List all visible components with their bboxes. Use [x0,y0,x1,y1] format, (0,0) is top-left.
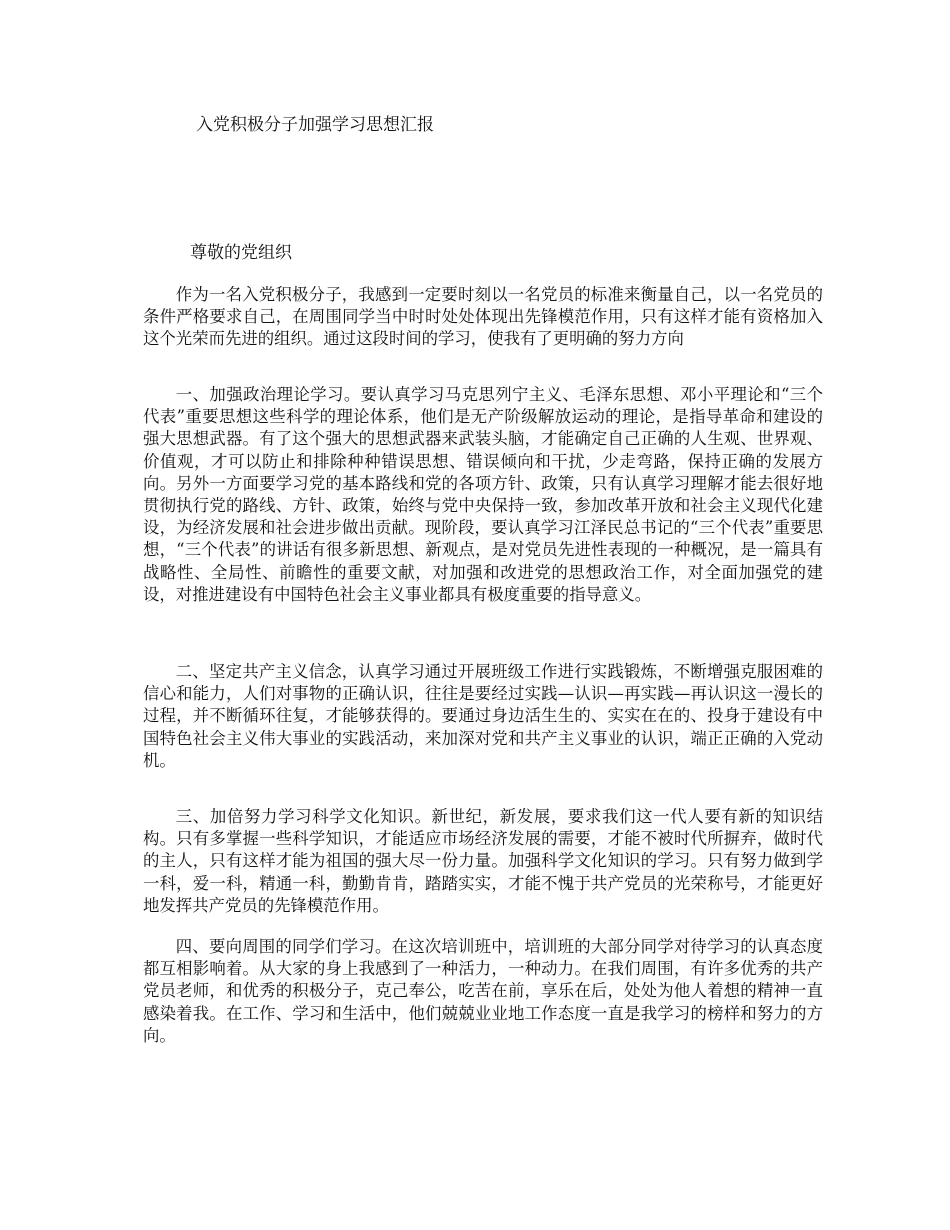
paragraph-learn-from-classmates: 四、要向周围的同学们学习。在这次培训班中，培训班的大部分同学对待学习的认真态度都互相影响着。从大家的身上我感到了一种活力，一种动力。在我们周围，有许多优秀的共产党员老师，和优秀的积极分子，克己奉公，吃苦在前，享乐在后，处处为他人着想的精神一直感染着我。在工作、学习和生活中，他们兢兢业业地工作态度一直是我学习的榜样和努力的方向。 [143,937,823,1045]
paragraph-communist-belief: 二、坚定共产主义信念，认真学习通过开展班级工作进行实践锻炼，不断增强克服困难的信心和能力，人们对事物的正确认识，往往是要经过实践—认识—再实践—再认识这一漫长的过程，并不断循环往复，才能够获得的。要通过身边活生生的、实实在在的、投身于建设有中国特色社会主义伟大事业的实践活动，来加深对党和共产主义事业的认识，端正正确的入党动机。 [143,662,823,770]
paragraph-intro: 作为一名入党积极分子，我感到一定要时刻以一名党员的标准来衡量自己，以一名党员的条件严格要求自己，在周围同学当中时时处处体现出先锋模范作用，只有这样才能有资格加入这个光荣而先进的组织。通过这段时间的学习，使我有了更明确的努力方向 [143,285,823,349]
document-title: 入党积极分子加强学习思想汇报 [196,115,434,135]
salutation: 尊敬的党组织 [190,243,292,263]
paragraph-political-theory: 一、加强政治理论学习。要认真学习马克思列宁主义、毛泽东思想、邓小平理论和“三个代表”重要思想这些科学的理论体系，他们是无产阶级解放运动的理论，是指导革命和建设的强大思想武器。有了这个强大的思想武器来武装头脑，才能确定自己正确的人生观、世界观、价值观，才可以防止和排除种种错误思想、错误倾向和干扰，少走弯路，保持正确的发展方向。另外一方面要学习党的基本路线和党的各项方针、政策，只有认真学习理解才能去很好地贯彻执行党的路线、方针、政策，始终与党中央保持一致，参加改革开放和社会主义现代化建设，为经济发展和社会进步做出贡献。现阶段，要认真学习江泽民总书记的“三个代表”重要思想，“三个代表”的讲话有很多新思想、新观点，是对党员先进性表现的一种概况，是一篇具有战略性、全局性、前瞻性的重要文献，对加强和改进党的思想政治工作，对全面加强党的建设，对推进建设有中国特色社会主义事业都具有极度重要的指导意义。 [143,385,823,604]
paragraph-science-culture: 三、加倍努力学习科学文化知识。新世纪，新发展，要求我们这一代人要有新的知识结构。只有多掌握一些科学知识，才能适应市场经济发展的需要，才能不被时代所摒弃，做时代的主人，只有这样才能为祖国的强大尽一份力量。加强科学文化知识的学习。只有努力做到学一科，爱一科，精通一科，勤勤肯肯，踏踏实实，才能不愧于共产党员的光荣称号，才能更好地发挥共产党员的先锋模范作用。 [143,807,823,915]
